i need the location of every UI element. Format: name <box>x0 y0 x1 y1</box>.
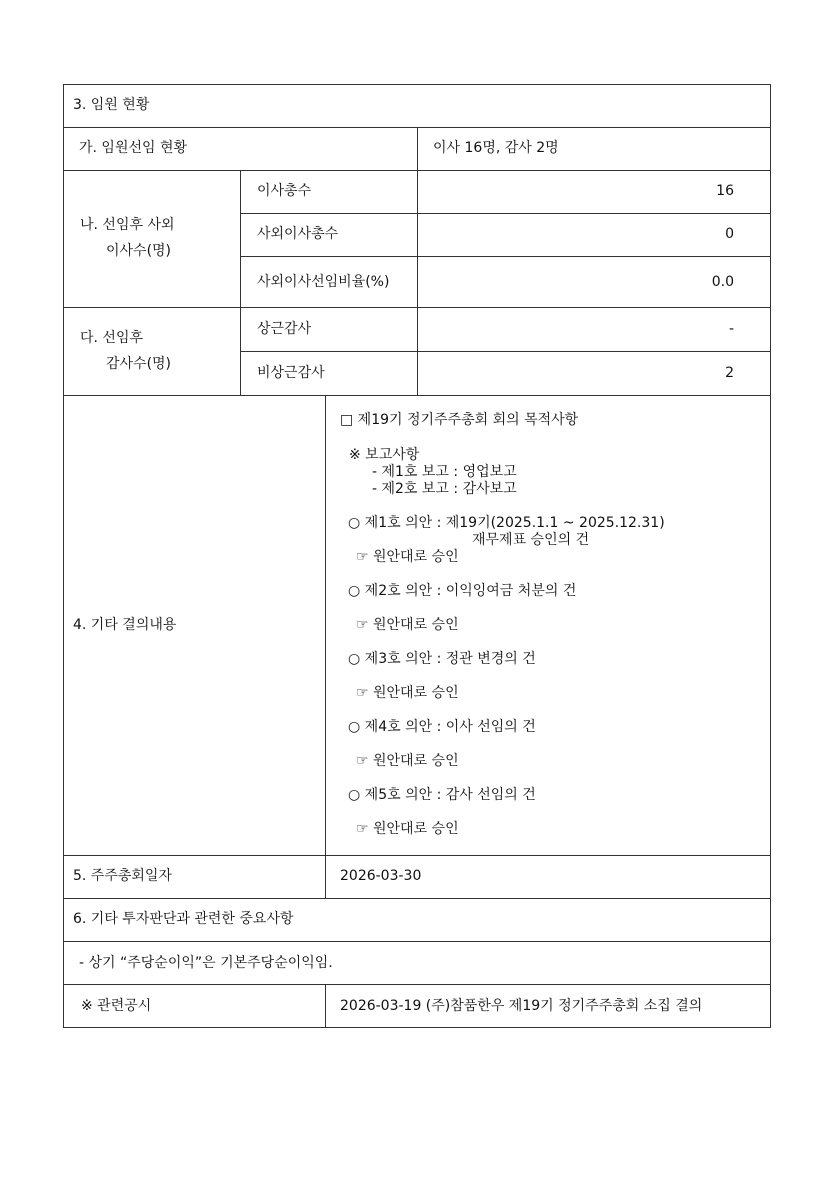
related-label: ※ 관련공시 <box>81 998 152 1014</box>
section-3-header <box>63 84 771 128</box>
row-da-item-1-value: - <box>728 321 734 337</box>
row-na-label-cell <box>63 170 241 308</box>
row-na-label-line2: 이사수(명) <box>106 243 172 259</box>
row-na-item-1-value-cell <box>417 170 771 214</box>
row-6-header <box>63 898 771 942</box>
related-value-cell <box>325 984 771 1028</box>
agenda-2: ○ 제2호 의안 : 이익잉여금 처분의 건 <box>348 583 577 599</box>
row-da-item-2-label: 비상근감사 <box>257 365 325 381</box>
agenda-1-line1: ○ 제1호 의안 : 제19기(2025.1.1 ~ 2025.12.31) <box>348 515 665 531</box>
row-da-item-2-value-cell <box>417 351 771 396</box>
row-ga-label: 가. 임원선임 현황 <box>79 140 188 156</box>
related-disclosure-link[interactable]: 2026-03-19 (주)참품한우 제19기 정기주주총회 소집 결의 <box>340 998 703 1014</box>
row-ga-value: 이사 16명, 감사 2명 <box>433 140 559 156</box>
agenda-heading: □ 제19기 정기주주총회 회의 목적사항 <box>340 412 579 428</box>
row-da-label-cell <box>63 307 241 396</box>
note-row <box>63 941 771 985</box>
row-na-item-3-label: 사외이사선임비율(%) <box>257 274 390 290</box>
agenda-3-result: ☞ 원안대로 승인 <box>356 685 459 701</box>
row-5-label-cell <box>63 855 326 899</box>
row-da-item-1-label-cell <box>240 307 418 352</box>
related-label-cell <box>63 984 326 1028</box>
row-na-item-2-value: 0 <box>725 226 734 242</box>
row-da-item-1-label: 상근감사 <box>257 321 312 337</box>
agenda-2-result: ☞ 원안대로 승인 <box>356 617 459 633</box>
agenda-5-result: ☞ 원안대로 승인 <box>356 821 459 837</box>
row-da-label-line2: 감사수(명) <box>106 356 172 372</box>
row-ga-value-cell <box>417 127 771 171</box>
row-5-value-cell <box>325 855 771 899</box>
row-da-item-2-label-cell <box>240 351 418 396</box>
row-na-item-3-label-cell <box>240 256 418 308</box>
note-text: - 상기 “주당순이익”은 기본주당순이익임. <box>79 955 333 971</box>
row-4-label: 4. 기타 결의내용 <box>73 617 177 633</box>
row-na-item-2-label-cell <box>240 213 418 257</box>
row-na-label-line1: 나. 선임후 사외 <box>80 217 175 233</box>
agenda-4: ○ 제4호 의안 : 이사 선임의 건 <box>348 719 536 735</box>
row-na-item-3-value-cell <box>417 256 771 308</box>
report-title: ※ 보고사항 <box>349 447 420 463</box>
row-na-item-3-value: 0.0 <box>711 274 734 290</box>
report-item-2: - 제2호 보고 : 감사보고 <box>372 481 517 497</box>
row-na-item-1-label: 이사총수 <box>257 183 312 199</box>
row-da-item-2-value: 2 <box>725 365 734 381</box>
agenda-5: ○ 제5호 의안 : 감사 선임의 건 <box>348 787 536 803</box>
agenda-3: ○ 제3호 의안 : 정관 변경의 건 <box>348 651 536 667</box>
row-na-item-1-label-cell <box>240 170 418 214</box>
row-da-item-1-value-cell <box>417 307 771 352</box>
agenda-1-result: ☞ 원안대로 승인 <box>356 549 459 565</box>
agenda-1-line2: 재무제표 승인의 건 <box>472 532 590 548</box>
row-da-label-line1: 다. 선임후 <box>80 330 143 346</box>
row-ga-label-cell <box>63 127 418 171</box>
section-3-title: 3. 임원 현황 <box>73 97 150 113</box>
row-na-item-2-label: 사외이사총수 <box>257 226 339 242</box>
row-6-title: 6. 기타 투자판단과 관련한 중요사항 <box>73 911 294 927</box>
row-na-item-1-value: 16 <box>716 183 734 199</box>
row-na-item-2-value-cell <box>417 213 771 257</box>
row-4-label-cell <box>63 395 326 856</box>
row-4-content-cell <box>325 395 771 856</box>
row-5-label: 5. 주주총회일자 <box>73 868 172 884</box>
meeting-date: 2026-03-30 <box>340 868 422 884</box>
report-item-1: - 제1호 보고 : 영업보고 <box>372 464 517 480</box>
agenda-4-result: ☞ 원안대로 승인 <box>356 753 459 769</box>
